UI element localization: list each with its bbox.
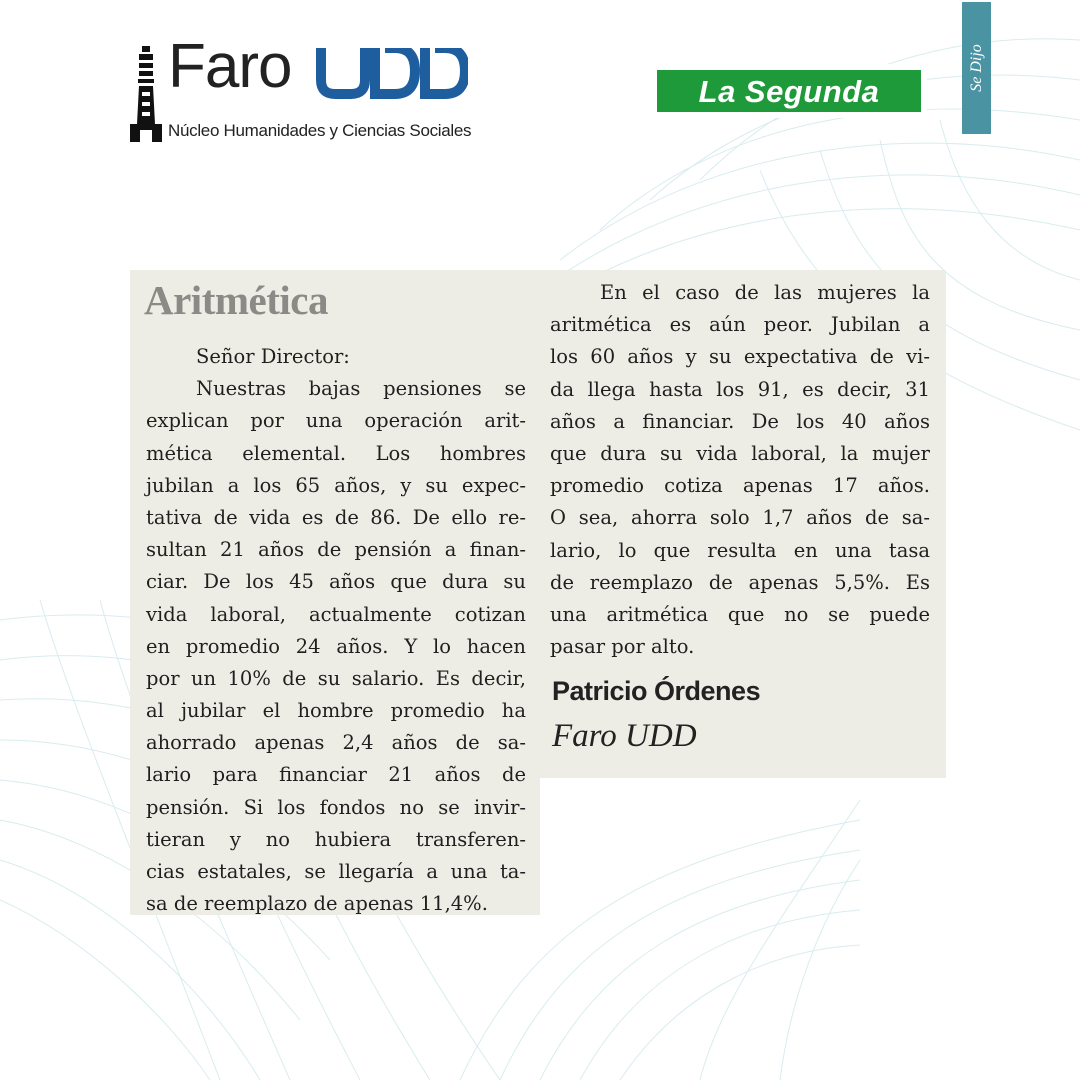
letter-line: de reemplazo de apenas 5,5%. Es (550, 570, 930, 594)
letter-line: en promedio 24 años. Y lo hacen (146, 634, 526, 658)
la-segunda-logo (657, 70, 921, 112)
la-segunda-text: La Segunda (698, 73, 880, 109)
logo-faro-text: Faro (168, 32, 292, 101)
letter-body-left (146, 341, 526, 920)
letter-line: vida laboral, actualmente cotizan (146, 602, 526, 626)
letter-line: O sea, ahorra solo 1,7 años de sa- (550, 506, 930, 530)
letter-line: los 60 años y su expectativa de vi- (550, 345, 930, 369)
lighthouse-icon (128, 44, 164, 144)
letter-line: Señor Director: (196, 345, 350, 368)
letter-line: cias estatales, se llegaría a una ta- (146, 860, 526, 883)
letter-line: sa de reemplazo de apenas 11,4%. (146, 892, 488, 916)
letter-line: por un 10% de su salario. Es decir, (146, 666, 526, 690)
letter-line: sultan 21 años de pensión a finan- (146, 538, 526, 562)
letter-line: Nuestras bajas pensiones se (196, 377, 526, 401)
letter-line: pensión. Si los fondos no se invir- (146, 795, 526, 819)
letter-line: mética elemental. Los hombres (146, 441, 526, 465)
letter-author-organization: Faro UDD (552, 718, 697, 754)
letter-line: explican por una operación arit- (146, 409, 526, 433)
se-dijo-label: Se Dijo (967, 44, 985, 92)
letter-clipping-right (540, 270, 946, 778)
letter-line: jubilan a los 65 años, y su expec- (146, 473, 526, 497)
letter-line: años a financiar. De los 40 años (550, 409, 930, 433)
letter-clipping-left (130, 270, 540, 915)
letter-line: promedio cotiza apenas 17 años. (550, 474, 930, 498)
faro-udd-logo (128, 32, 478, 146)
letter-line: lario para financiar 21 años de (146, 763, 526, 787)
letter-headline: Aritmética (144, 277, 328, 323)
se-dijo-tab (962, 2, 991, 134)
letter-line: una aritmética que no se puede (550, 602, 930, 626)
letter-body-right (550, 277, 930, 663)
letter-line: que dura su vida laboral, la mujer (550, 441, 930, 465)
letter-line: da llega hasta los 91, es decir, 31 (550, 377, 930, 401)
letter-author: Patricio Órdenes (552, 676, 761, 706)
letter-line: lario, lo que resulta en una tasa (550, 538, 930, 562)
letter-line: ahorrado apenas 2,4 años de sa- (146, 731, 526, 755)
letter-line: pasar por alto. (550, 635, 695, 659)
letter-line: tativa de vida es de 86. De ello re- (146, 505, 526, 529)
letter-line: En el caso de las mujeres la (600, 281, 930, 304)
letter-line: tieran y no hubiera transferen- (146, 827, 526, 851)
letter-line: aritmética es aún peor. Jubilan a (550, 313, 930, 337)
letter-line: ciar. De los 45 años que dura su (146, 570, 526, 594)
letter-line: al jubilar el hombre promedio ha (146, 699, 526, 723)
logo-subtitle: Núcleo Humanidades y Ciencias Sociales (168, 121, 472, 140)
